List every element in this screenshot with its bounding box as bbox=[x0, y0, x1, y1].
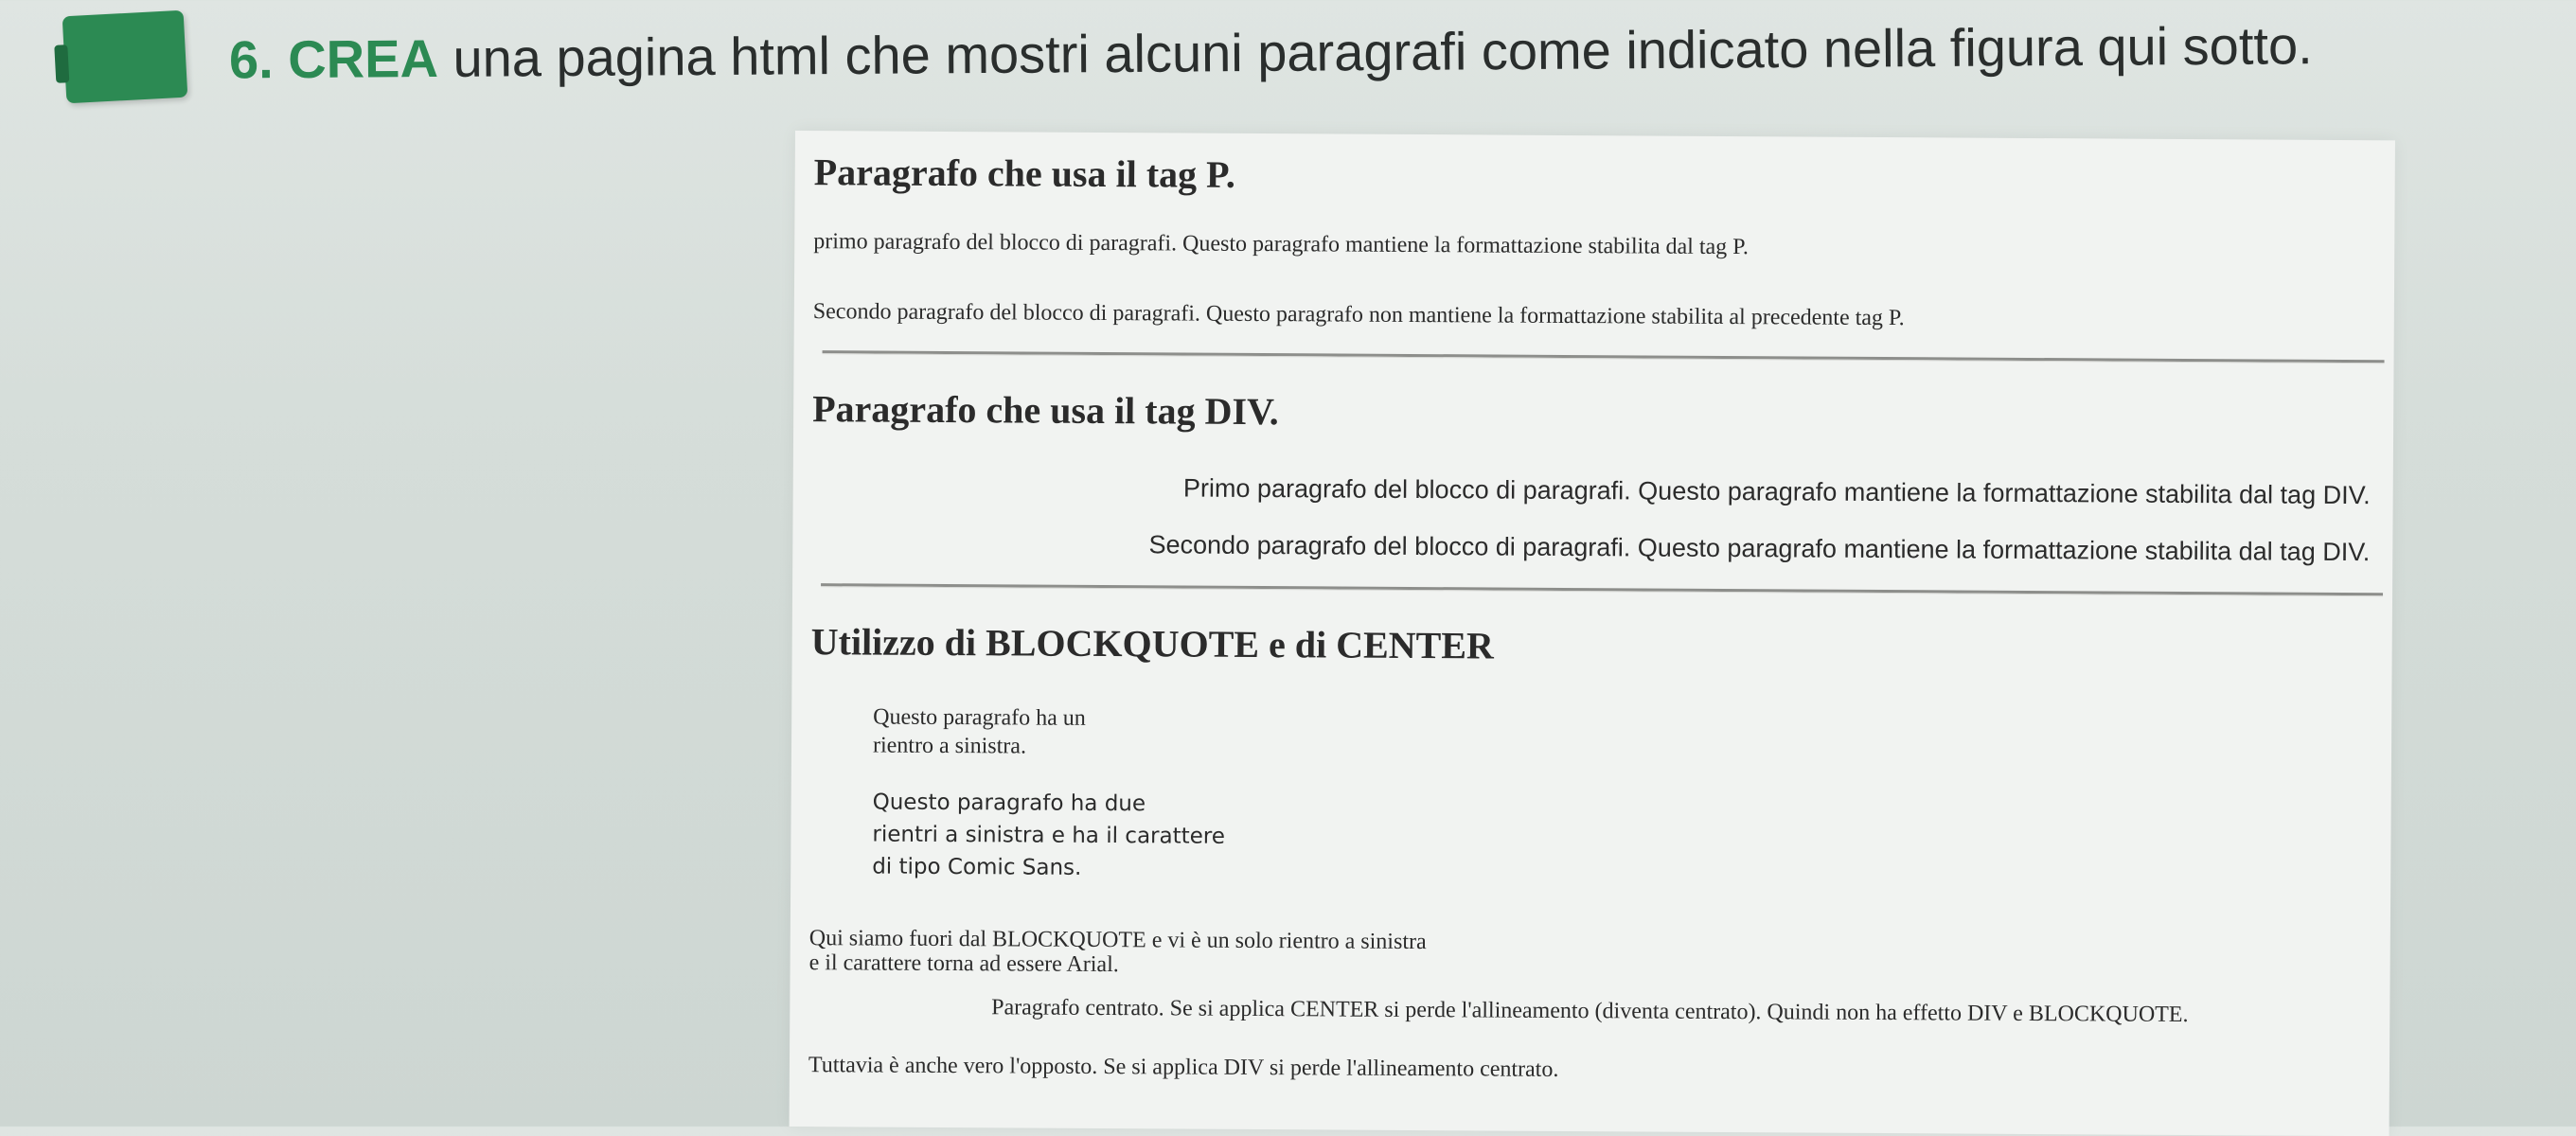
centered-paragraph: Paragrafo centrato. Se si applica CENTER si perde l'allineamento (diventa centrato). Quindi non ha effetto DIV e BLOCKQUOTE. bbox=[991, 995, 2189, 1028]
text-line: e il carattere torna ad essere Arial. bbox=[808, 950, 1119, 978]
heading-blockquote: Utilizzo di BLOCKQUOTE e di CENTER bbox=[810, 620, 1494, 667]
heading-p-tag: Paragrafo che usa il tag P. bbox=[813, 151, 1236, 196]
blockquote-double-indent bbox=[872, 787, 1225, 885]
text-line: Questo paragrafo ha un bbox=[873, 704, 1086, 731]
last-paragraph: Tuttavia è anche vero l'opposto. Se si applica DIV si perde l'allineamento centrato. bbox=[808, 1053, 1559, 1082]
heading-div-tag: Paragrafo che usa il tag DIV. bbox=[812, 387, 1279, 434]
text-line: rientro a sinistra. bbox=[872, 733, 1027, 759]
paragraph-div-first: Primo paragrafo del blocco di paragrafi. Questo paragrafo mantiene la formattazione stabilita dal tag DIV. bbox=[1182, 473, 2371, 510]
text-line: Questo paragrafo ha due bbox=[872, 790, 1146, 817]
figure-page bbox=[790, 131, 2395, 1136]
outside-blockquote-paragraph bbox=[809, 926, 1427, 979]
book-icon bbox=[62, 10, 188, 104]
paragraph-p-second: Secondo paragrafo del blocco di paragrafi. Questo paragrafo non mantiene la formattazione stabilita al precedente tag P. bbox=[812, 299, 1905, 331]
paragraph-p-first: primo paragrafo del blocco di paragrafi. Questo paragrafo mantiene la formattazione stabilita dal tag P. bbox=[813, 229, 1749, 260]
paragraph-div-second: Secondo paragrafo del blocco di paragrafi. Questo paragrafo mantiene la formattazione stabilita dal tag DIV. bbox=[1148, 530, 2371, 567]
exercise-number: 6. bbox=[228, 29, 274, 90]
divider bbox=[823, 350, 2385, 364]
exercise-text: una pagina html che mostri alcuni paragrafi come indicato nella figura qui sotto. bbox=[453, 15, 2313, 88]
text-line: rientri a sinistra e ha il carattere bbox=[872, 822, 1226, 849]
exercise-verb: CREA bbox=[288, 27, 439, 90]
divider bbox=[821, 583, 2383, 596]
exercise-heading bbox=[229, 12, 2540, 108]
text-line: Qui siamo fuori dal BLOCKQUOTE e vi è un solo rientro a sinistra bbox=[808, 926, 1427, 955]
blockquote-single-indent bbox=[873, 703, 1086, 761]
text-line: di tipo Comic Sans. bbox=[872, 854, 1082, 880]
